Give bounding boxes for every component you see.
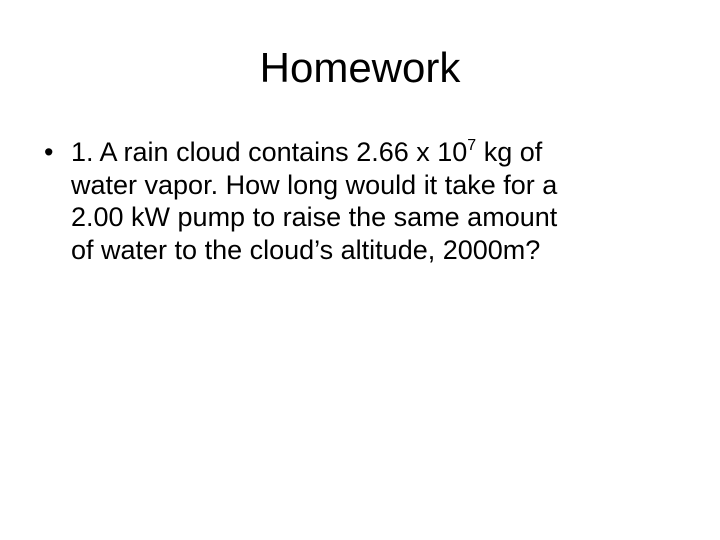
question-line-4: of water to the cloud’s altitude, 2000m? (71, 234, 541, 265)
bullet-marker: • (44, 137, 54, 167)
question-line-1-unit: kg of (476, 137, 543, 167)
question-line-2: water vapor. How long would it take for a (71, 169, 558, 200)
exponent: 7 (467, 137, 477, 154)
question-line-1-text: 1. A rain cloud contains 2.66 x 10 (71, 137, 468, 167)
question-line-1 (71, 136, 684, 169)
question-line-3: 2.00 kW pump to raise the same amount (71, 202, 558, 232)
slide-title: Homework (259, 44, 461, 91)
bullet-list (44, 136, 684, 266)
homework-question-1 (44, 136, 684, 266)
